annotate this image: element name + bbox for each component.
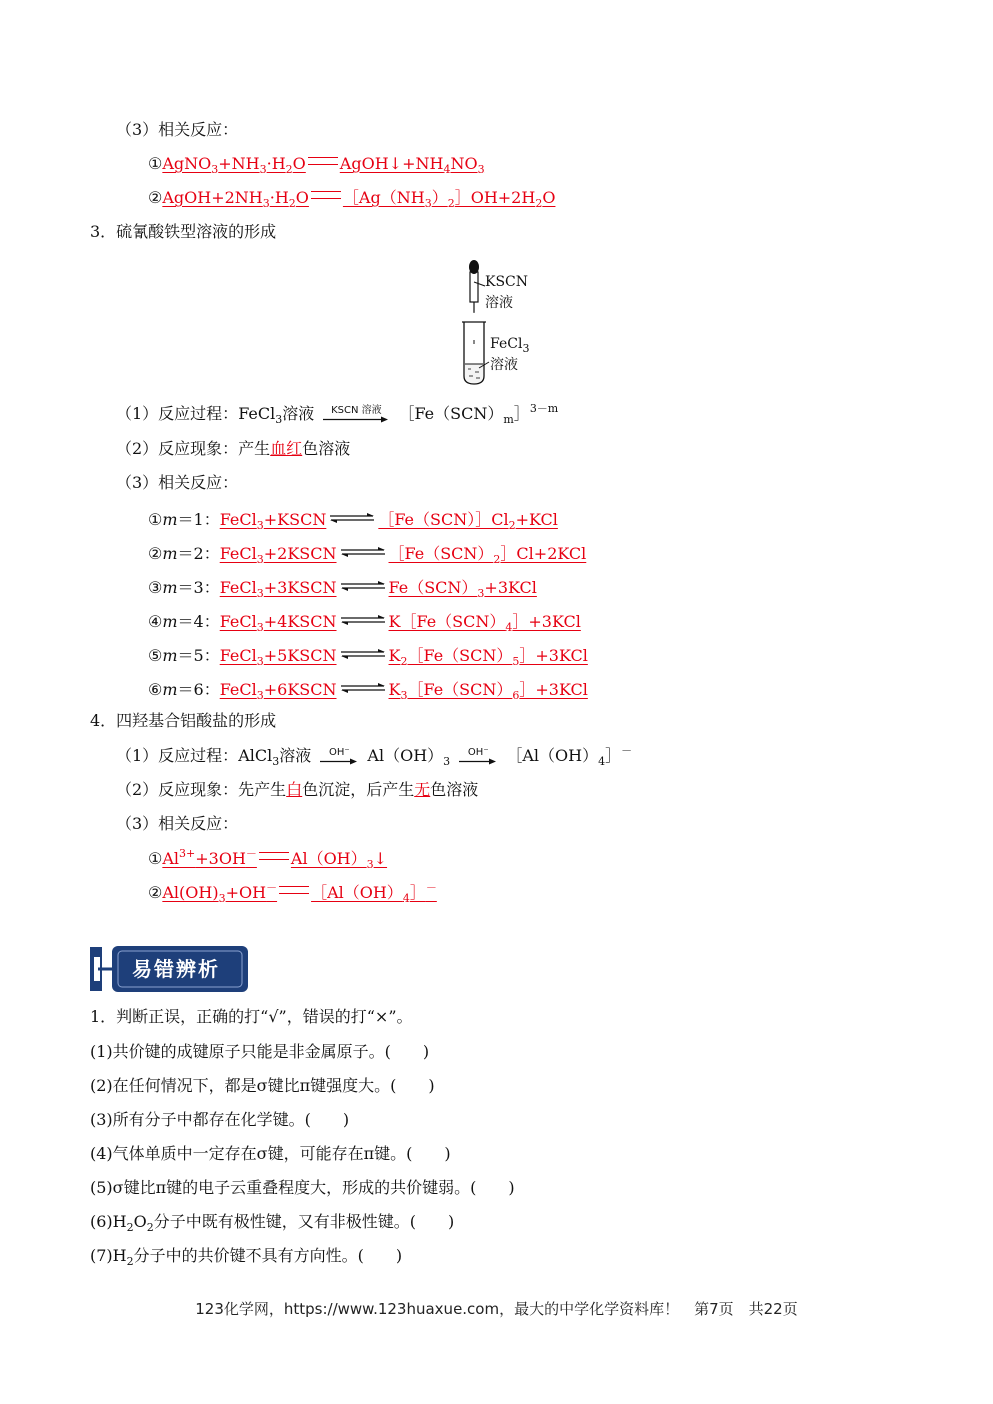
- reaction-equation: $AgOH+2NH_3\cdot H_2O$ $[Ag(NH_3)_2]OH+2H_2O$: [162, 188, 556, 210]
- quiz-item-3: (3)所有分子中都存在化学键。( ): [90, 1110, 350, 1129]
- reaction-equation: $AgNO_3+NH_3\cdot H_2O$ $AgOH↓+NH_4NO_3$: [162, 154, 485, 176]
- reaction-equation: FeCl$_3$+2KSCN $[Fe(SCN)_2]Cl+2KCl$: [220, 544, 587, 563]
- figure-label-solution-2: 溶液: [490, 357, 518, 373]
- test-tube-icon: [462, 322, 489, 384]
- related-reactions-label: （3）相关反应：: [116, 814, 239, 833]
- answer-fill: 无: [414, 780, 431, 799]
- figure-label-solution: 溶液: [485, 295, 513, 311]
- circled-number: ①: [148, 154, 163, 173]
- section-3-heading: 3．硫氰酸铁型溶液的形成: [90, 222, 277, 241]
- reaction-equation: FeCl$_3$+KSCN $[Fe(SCN)]Cl_2+KCl$: [220, 510, 558, 529]
- item3-label: （3）相关反应：: [116, 120, 239, 139]
- section-banner-title: 易错辨析: [132, 957, 220, 981]
- reaction-arrow: OH⁻: [459, 747, 497, 765]
- reaction-line-1: $①Al^{3+}+3OH^-$ $Al(OH)_3↓$: [148, 847, 388, 871]
- reaction-line-m4: ④m＝4：FeCl$_3$+4KSCN $K[Fe(SCN)_4]+3KCl$: [148, 609, 581, 633]
- answer-fill: 血红: [270, 439, 303, 458]
- reversible-arrow: [340, 609, 386, 631]
- section-4-heading: 4．四羟基合铝酸盐的形成: [90, 711, 277, 730]
- figure-label-fecl3: FeCl$_3$: [490, 336, 530, 355]
- equals-sign: [279, 886, 309, 894]
- reaction-line-m2: ②m＝2：FeCl$_3$+2KSCN $[Fe(SCN)_2]Cl+2KCl$: [148, 541, 586, 565]
- reaction-line-2: $②Al(OH)_3+OH^-$ $[Al(OH)_4]^-$: [148, 881, 437, 905]
- reaction-line-m6: ⑥m＝6：FeCl$_3$+6KSCN $K_3[Fe(SCN)_6]+3KCl$: [148, 677, 588, 701]
- dropper-testtube-figure: [455, 256, 565, 388]
- figure-label-kscn: KSCN: [485, 274, 529, 290]
- quiz-intro: 1．判断正误，正确的打“√”，错误的打“×”。: [90, 1007, 413, 1026]
- reaction-phenomenon-line: （2）反应现象：产生血红色溶液: [116, 439, 351, 458]
- reaction-equation: FeCl$_3$+5KSCN $K_2[Fe(SCN)_5]+3KCl$: [220, 646, 588, 665]
- reaction-phenomenon-line: （2）反应现象：先产生白色沉淀，后产生无色溶液: [116, 780, 479, 799]
- reaction-line-m1: ①m＝1：FeCl$_3$+KSCN $[Fe(SCN)]Cl_2+KCl$: [148, 507, 558, 531]
- equals-sign: [308, 157, 338, 165]
- reaction-equation: FeCl$_3$+3KSCN $Fe(SCN)_3+3KCl$: [220, 578, 537, 597]
- reaction-line-1: [148, 153, 485, 175]
- quiz-item-1: (1)共价键的成键原子只能是非金属原子。( ): [90, 1042, 430, 1061]
- reversible-arrow: [340, 575, 386, 597]
- quiz-item-2: (2)在任何情况下，都是σ键比π键强度大。( ): [90, 1076, 435, 1095]
- reaction-process-line: （1）反应过程：AlCl$_3$溶液 OH⁻ $Al(OH)_3$ OH⁻ $[Al(OH)_4]^-$: [116, 744, 633, 768]
- quiz-item-6: $(6)H_2O_2$分子中既有极性键，又有非极性键。( ): [90, 1212, 455, 1234]
- reaction-arrow: KSCN 溶液: [323, 405, 389, 423]
- reaction-process-line: （1）反应过程：FeCl$_3$溶液 KSCN 溶液 $[Fe(SCN)_m]^{3-m}$: [116, 402, 559, 426]
- reaction-line-m5: ⑤m＝5：FeCl$_3$+5KSCN $K_2[Fe(SCN)_5]+3KCl$: [148, 643, 588, 667]
- reaction-equation: $Al(OH)_3+OH^-$ $[Al(OH)_4]^-$: [162, 881, 437, 905]
- reversible-arrow: [340, 541, 386, 563]
- quiz-item-7: $(7)H_2$分子中的共价键不具有方向性。( ): [90, 1246, 403, 1268]
- quiz-item-5: (5)σ键比π键的电子云重叠程度大，形成的共价键弱。( ): [90, 1178, 515, 1197]
- reaction-equation: FeCl$_3$+6KSCN $K_3[Fe(SCN)_6]+3KCl$: [220, 680, 588, 699]
- reaction-line-2: [148, 187, 555, 209]
- reaction-line-m3: ③m＝3：FeCl$_3$+3KSCN $Fe(SCN)_3+3KCl$: [148, 575, 537, 599]
- equals-sign: [311, 191, 341, 199]
- page-footer: 123化学网，https://www.123huaxue.com，最大的中学化学资料库！ 第7页 共22页: [195, 1300, 798, 1318]
- equals-sign: [259, 852, 289, 860]
- quiz-item-4: (4)气体单质中一定存在σ键，可能存在π键。( ): [90, 1144, 451, 1163]
- reversible-arrow: [340, 643, 386, 665]
- reaction-equation: FeCl$_3$+4KSCN $K[Fe(SCN)_4]+3KCl$: [220, 612, 581, 631]
- reversible-arrow: [340, 677, 386, 699]
- answer-fill: 白: [286, 780, 303, 799]
- reaction-equation: $Al^{3+}+3OH^-$ $Al(OH)_3↓$: [162, 847, 388, 871]
- circled-number: ②: [148, 188, 163, 207]
- reaction-arrow: OH⁻: [320, 747, 358, 765]
- reversible-arrow: [329, 507, 375, 529]
- related-reactions-label: （3）相关反应：: [116, 473, 239, 492]
